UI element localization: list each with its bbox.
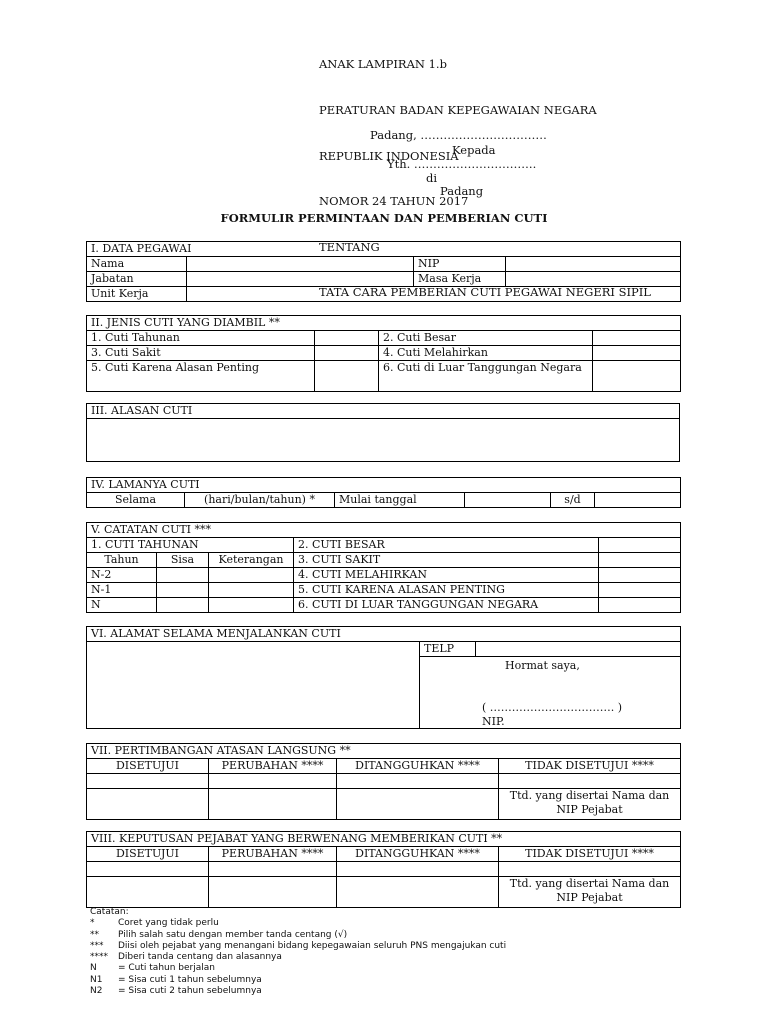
notes-title: Catatan:: [90, 907, 129, 917]
recipient-line: Yth. …………………………..: [387, 157, 537, 171]
form-title: FORMULIR PERMINTAAN DAN PEMBERIAN CUTI: [220, 211, 548, 225]
section-jenis-cuti: [86, 315, 681, 392]
note-item: [90, 975, 506, 986]
signature-nip: NIP.: [482, 715, 505, 728]
note-text: = Sisa cuti 1 tahun sebelumnya: [118, 974, 262, 985]
label-nip: NIP: [414, 257, 506, 272]
note-text: Pilih salah satu dengan member tanda centang (√): [118, 929, 348, 940]
di-label: di: [426, 171, 438, 185]
nama-field[interactable]: [187, 257, 414, 272]
checkbox-cuti-luar-tanggungan[interactable]: [593, 361, 681, 392]
place-date: Padang, ……………………………: [370, 128, 547, 142]
note-item: [90, 918, 506, 929]
col-sisa: Sisa: [157, 553, 209, 568]
header-line: PERATURAN BADAN KEPEGAWAIAN NEGARA: [319, 103, 597, 118]
section-title: VIII. KEPUTUSAN PEJABAT YANG BERWENANG MEMBERIKAN CUTI **: [87, 832, 681, 847]
label-cuti-tahunan: 1. CUTI TAHUNAN: [87, 538, 294, 553]
notes: [90, 907, 506, 997]
label-unit-kerja: Unit Kerja: [87, 287, 187, 302]
checkbox-cuti-besar[interactable]: [593, 331, 681, 346]
section-alasan-cuti: [86, 403, 680, 462]
cuti-sakit-field[interactable]: [599, 553, 681, 568]
note-key: ****: [90, 952, 108, 963]
sisa-n-field[interactable]: [157, 598, 209, 613]
header-line: TATA CARA PEMBERIAN CUTI PEGAWAI NEGERI SIPIL: [319, 285, 651, 300]
option-cuti-alasan-penting: 5. Cuti Karena Alasan Penting: [87, 361, 315, 392]
label-sd: s/d: [551, 493, 595, 508]
keterangan-n2-field[interactable]: [209, 568, 294, 583]
note-text: = Sisa cuti 2 tahun sebelumnya: [118, 986, 262, 997]
section-title: V. CATATAN CUTI ***: [87, 523, 681, 538]
sisa-n1-field[interactable]: [157, 583, 209, 598]
note-item: [90, 952, 506, 963]
disetujui-field[interactable]: [87, 774, 209, 789]
col-tahun: Tahun: [87, 553, 157, 568]
cuti-luar-tanggungan-field[interactable]: [599, 598, 681, 613]
header-line: TENTANG: [319, 239, 380, 254]
header-line: REPUBLIK INDONESIA: [319, 148, 459, 163]
note-key: N1: [90, 974, 103, 985]
option-cuti-melahirkan: 4. Cuti Melahirkan: [379, 346, 593, 361]
label-satuan: (hari/bulan/tahun) *: [185, 493, 335, 508]
pejabat-signature-note: Ttd. yang disertai Nama dan NIP Pejabat: [499, 877, 681, 908]
sampai-tanggal-field[interactable]: [595, 493, 681, 508]
note-key: **: [90, 929, 99, 940]
section-alamat-cuti: [86, 626, 681, 729]
signature-block: [420, 657, 681, 729]
label-jabatan: Jabatan: [87, 272, 187, 287]
cuti-alasan-penting-field[interactable]: [599, 583, 681, 598]
note-key: N: [90, 963, 97, 974]
row-n2: N-2: [87, 568, 157, 583]
note-text: Diberi tanda centang dan alasannya: [118, 952, 282, 963]
col-disetujui: DISETUJUI: [87, 847, 209, 862]
checkbox-cuti-sakit[interactable]: [315, 346, 379, 361]
jabatan-field[interactable]: [187, 272, 414, 287]
section-title: VII. PERTIMBANGAN ATASAN LANGSUNG **: [87, 744, 681, 759]
header-line: ANAK LAMPIRAN 1.b: [319, 57, 447, 72]
cuti-melahirkan-field[interactable]: [599, 568, 681, 583]
label-selama: Selama: [87, 493, 185, 508]
note-key: ***: [90, 940, 104, 951]
note-item: [90, 986, 506, 997]
tidak-disetujui-field[interactable]: [499, 862, 681, 877]
alasan-cuti-field[interactable]: [87, 419, 680, 462]
note-item: [90, 941, 506, 952]
option-cuti-luar-tanggungan: 6. Cuti di Luar Tanggungan Negara: [379, 361, 593, 392]
hormat-saya: Hormat saya,: [505, 659, 580, 672]
section-title: I. DATA PEGAWAI: [87, 242, 681, 257]
alamat-field[interactable]: [87, 642, 420, 729]
header-line: NOMOR 24 TAHUN 2017: [319, 194, 469, 209]
masa-kerja-field[interactable]: [506, 272, 681, 287]
label-cuti-alasan-penting: 5. CUTI KARENA ALASAN PENTING: [294, 583, 599, 598]
section-title: IV. LAMANYA CUTI: [87, 478, 681, 493]
row-n: N: [87, 598, 157, 613]
unit-kerja-field[interactable]: [187, 287, 681, 302]
col-ditangguhkan: DITANGGUHKAN ****: [337, 759, 499, 774]
note-key: N2: [90, 986, 103, 997]
col-perubahan: PERUBAHAN ****: [209, 847, 337, 862]
col-keterangan: Keterangan: [209, 553, 294, 568]
option-cuti-besar: 2. Cuti Besar: [379, 331, 593, 346]
keterangan-n1-field[interactable]: [209, 583, 294, 598]
note-item: [90, 930, 506, 941]
section-title: III. ALASAN CUTI: [87, 404, 680, 419]
checkbox-cuti-melahirkan[interactable]: [593, 346, 681, 361]
checkbox-cuti-alasan-penting[interactable]: [315, 361, 379, 392]
ditangguhkan-field[interactable]: [337, 774, 499, 789]
perubahan-field[interactable]: [209, 862, 337, 877]
disetujui-field[interactable]: [87, 862, 209, 877]
label-cuti-melahirkan: 4. CUTI MELAHIRKAN: [294, 568, 599, 583]
section-title: II. JENIS CUTI YANG DIAMBIL **: [87, 316, 681, 331]
mulai-tanggal-field[interactable]: [465, 493, 551, 508]
label-nama: Nama: [87, 257, 187, 272]
section-catatan-cuti: [86, 522, 681, 613]
note-key: *: [90, 918, 95, 929]
note-text: = Cuti tahun berjalan: [118, 963, 215, 974]
note-item: [90, 963, 506, 974]
city-label: Padang: [440, 184, 484, 198]
section-title: VI. ALAMAT SELAMA MENJALANKAN CUTI: [87, 627, 681, 642]
label-telp: TELP: [420, 642, 476, 657]
section-pertimbangan-atasan: [86, 743, 681, 820]
col-perubahan: PERUBAHAN ****: [209, 759, 337, 774]
col-tidak-disetujui: TIDAK DISETUJUI ****: [499, 759, 681, 774]
section-keputusan-pejabat: [86, 831, 681, 908]
ditangguhkan-field[interactable]: [337, 862, 499, 877]
checkbox-cuti-tahunan[interactable]: [315, 331, 379, 346]
cuti-besar-field[interactable]: [599, 538, 681, 553]
atasan-signature-note: Ttd. yang disertai Nama dan NIP Pejabat: [499, 789, 681, 820]
row-n1: N-1: [87, 583, 157, 598]
note-text: Diisi oleh pejabat yang menangani bidang kepegawaian seluruh PNS mengajukan cuti: [118, 940, 507, 951]
label-cuti-sakit: 3. CUTI SAKIT: [294, 553, 599, 568]
label-cuti-luar-tanggungan: 6. CUTI DI LUAR TANGGUNGAN NEGARA: [294, 598, 599, 613]
keterangan-n-field[interactable]: [209, 598, 294, 613]
section-lamanya-cuti: [86, 477, 681, 508]
col-disetujui: DISETUJUI: [87, 759, 209, 774]
signature-name-line: ( ……………………………. ): [482, 701, 623, 714]
sisa-n2-field[interactable]: [157, 568, 209, 583]
recipient-label: Kepada: [452, 143, 496, 157]
option-cuti-tahunan: 1. Cuti Tahunan: [87, 331, 315, 346]
telp-field[interactable]: [476, 642, 681, 657]
col-ditangguhkan: DITANGGUHKAN ****: [337, 847, 499, 862]
perubahan-field[interactable]: [209, 774, 337, 789]
label-masa-kerja: Masa Kerja: [414, 272, 506, 287]
label-mulai-tanggal: Mulai tanggal: [335, 493, 465, 508]
tidak-disetujui-field[interactable]: [499, 774, 681, 789]
section-data-pegawai: [86, 241, 681, 302]
label-cuti-besar: 2. CUTI BESAR: [294, 538, 599, 553]
note-text: Coret yang tidak perlu: [118, 918, 219, 929]
nip-field[interactable]: [506, 257, 681, 272]
col-tidak-disetujui: TIDAK DISETUJUI ****: [499, 847, 681, 862]
option-cuti-sakit: 3. Cuti Sakit: [87, 346, 315, 361]
